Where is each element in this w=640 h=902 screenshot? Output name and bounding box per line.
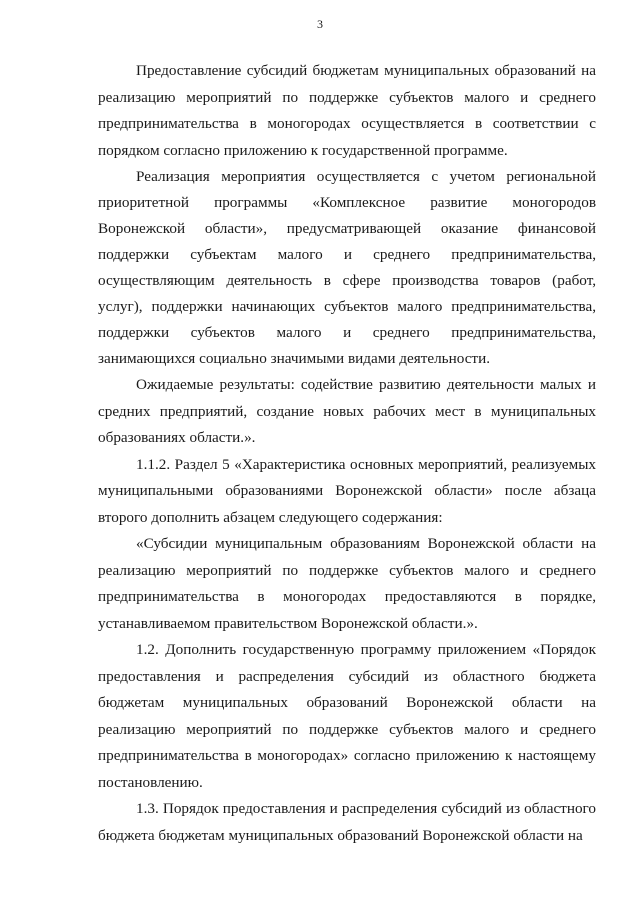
paragraph-quoted-insertion: «Субсидии муниципальным образованиям Воронежской области на реализацию мероприятий по поддержке субъектов малого и среднего предпринимательства в моногородах предоставляются в порядке, устанавливаемом правительством Воронежской области.». <box>98 535 596 632</box>
paragraph-1-2-appendix: 1.2. Дополнить государственную программу приложением «Порядок предоставления и распределения субсидий из областного бюджета бюджетам муниципальных образований Воронежской области на реализацию мероприятий по поддержке субъектов малого и среднего предпринимательства в моногородах» согласно приложению к настоящему постановлению. <box>98 641 596 791</box>
paragraph-subsidies-provision: Предоставление субсидий бюджетам муниципальных образований на реализацию мероприятий по поддержке субъектов малого и среднего предпринимательства в моногородах осуществляется в соответствии с порядком согласно приложению к государственной программе. <box>98 62 596 159</box>
paragraph-1-3-procedure: 1.3. Порядок предоставления и распределения субсидий из областного бюджета бюджетам муниципальных образований Воронежской области на <box>98 800 596 844</box>
document-body <box>98 58 596 849</box>
page-number: 3 <box>317 17 323 31</box>
paragraph-expected-results: Ожидаемые результаты: содействие развитию деятельности малых и средних предприятий, создание новых рабочих мест в муниципальных образованиях области.». <box>98 376 596 446</box>
paragraph-event-implementation: Реализация мероприятия осуществляется с учетом региональной приоритетной программы «Комплексное развитие моногородов Воронежской области», предусматривающей оказание финансовой поддержки субъектам малого и среднего предпринимательства, осуществляющим деятельность в сфере производства товаров (работ, услуг), поддержки начинающих субъектов малого предпринимательства, поддержки субъектов малого и среднего предпринимательства, занимающихся социально значимыми видами деятельности. <box>98 168 596 367</box>
paragraph-section-5-amendment: 1.1.2. Раздел 5 «Характеристика основных мероприятий, реализуемых муниципальными образованиями Воронежской области» после абзаца второго дополнить абзацем следующего содержания: <box>98 455 596 526</box>
